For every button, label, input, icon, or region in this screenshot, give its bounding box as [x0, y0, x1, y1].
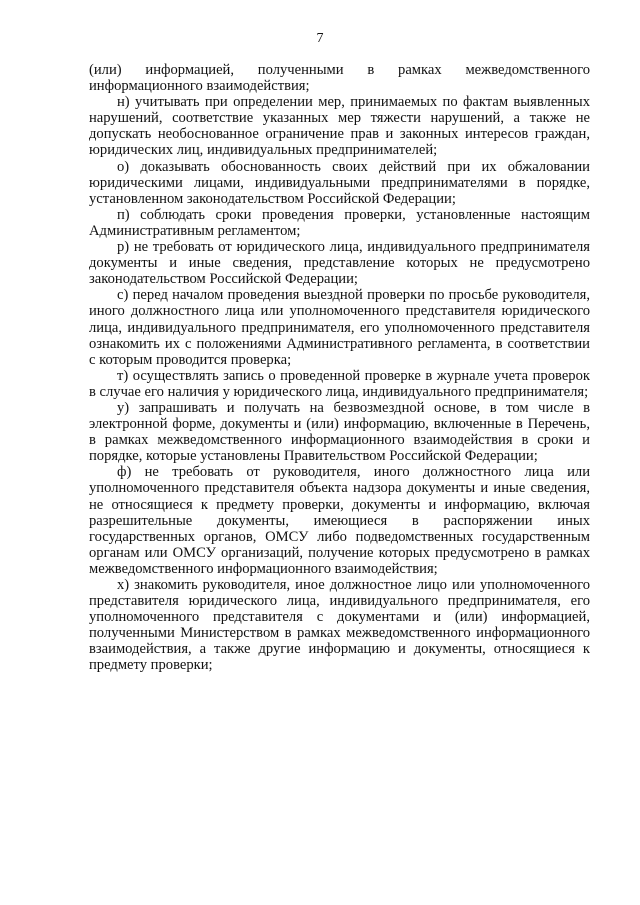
paragraph-item-n: н) учитывать при определении мер, принимаемых по фактам выявленных нарушений, соответствие указанных мер тяжести нарушений, а также не допускать необоснованное ограничение прав и законных интересов граждан, юридических лиц, индивидуальных предпринимателей; [89, 94, 590, 159]
document-body [89, 62, 590, 674]
paragraph-item-p: п) соблюдать сроки проведения проверки, установленные настоящим Административным регламентом; [89, 206, 590, 239]
paragraph-item-u: у) запрашивать и получать на безвозмездной основе, в том числе в электронной форме, документы и (или) информацию, включенные в Перечень, в рамках межведомственного информационного взаимодействия в сроки и порядке, которые установлены Правительством Российской Федерации; [89, 399, 590, 465]
paragraph-item-s: с) перед началом проведения выездной проверки по просьбе руководителя, иного должностного лица или уполномоченного представителя юридического лица, индивидуального предпринимателя, его уполномоченного представителя ознакомить их с положениями Административного регламента, в соответствии с которым проводится проверка; [89, 287, 590, 368]
paragraph-continuation: (или) информацией, полученными в рамках межведомственного информационного взаимодействия; [89, 62, 590, 95]
paragraph-item-o: о) доказывать обоснованность своих действий при их обжаловании юридическими лицами, индивидуальными предпринимателями в порядке, установленном законодательством Российской Федерации; [89, 158, 590, 207]
page-number: 7 [316, 31, 324, 46]
paragraph-item-r: р) не требовать от юридического лица, индивидуального предпринимателя документы и иные сведения, представление которых не предусмотрено законодательством Российской Федерации; [89, 239, 590, 288]
paragraph-item-f: ф) не требовать от руководителя, иного должностного лица или уполномоченного представителя объекта надзора документы и иные сведения, не относящиеся к предмету проверки, документы и информацию, включая разрешительные документы, имеющиеся в распоряжении иных государственных органов, ОМСУ либо подведомственных государственным органам или ОМСУ организаций, получение которых предусмотрено в рамках межведомственного информационного взаимодействия; [89, 464, 590, 577]
paragraph-item-kh: х) знакомить руководителя, иное должностное лицо или уполномоченного представителя юридического лица, индивидуального предпринимателя, его уполномоченного представителя с документами и (или) информацией, полученными Министерством в рамках межведомственного информационного взаимодействия, а также другие информацию и документы, относящиеся к предмету проверки; [89, 577, 590, 674]
paragraph-item-t: т) осуществлять запись о проведенной проверке в журнале учета проверок в случае его наличия у юридического лица, индивидуального предпринимателя; [89, 367, 590, 400]
